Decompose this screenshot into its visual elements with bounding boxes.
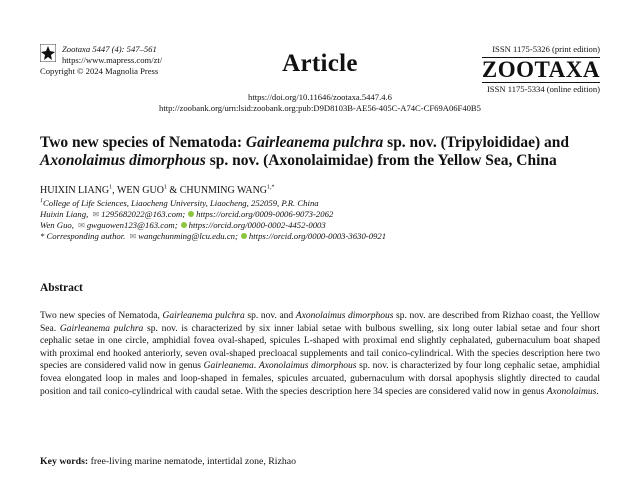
genus-name: Axonolaimus <box>546 386 597 397</box>
copyright-line: Copyright © 2024 Magnolia Press <box>40 66 159 76</box>
doi-link[interactable]: https://doi.org/10.11646/zootaxa.5447.4.6 <box>248 92 392 102</box>
article-title: Two new species of Nematoda: Gairleanema pulchra sp. nov. (Tripyloididae) and Axonolaimus dimorphous sp. nov. (Axonolaimidae) from the Yellow Sea, China <box>40 134 570 169</box>
zootaxa-logo: ZOOTAXA <box>481 57 600 82</box>
zoobank-lsid[interactable]: http://zoobank.org/urn:lsid:zoobank.org:pub:D9D8103B-AE56-405C-A74C-CF69A06F40B5 <box>159 103 481 113</box>
issn-print: ISSN 1175-5326 (print edition) <box>492 44 600 54</box>
article-label: Article <box>282 50 358 77</box>
journal-url[interactable]: https://www.mapress.com/zt/ <box>62 55 163 65</box>
affiliation-line: $^1$College of Life Sciences, Liaocheng University, Liaocheng, 252059, P.R. China <box>40 198 319 208</box>
email-link[interactable]: gwguowen123@163.com; <box>86 220 178 230</box>
email-icon: ✉ <box>129 232 137 241</box>
email-icon: ✉ <box>78 221 85 230</box>
orcid-icon <box>181 222 187 228</box>
author: CHUNMING WANG <box>179 185 268 196</box>
author: HUIXIN LIANG <box>40 185 110 196</box>
author: WEN GUO <box>116 185 164 196</box>
issn-online: ISSN 1175-5334 (online edition) <box>486 84 600 94</box>
email-link[interactable]: 1295682022@163.com; <box>101 209 186 219</box>
genus-name: Gairleanema <box>203 361 254 372</box>
header-right <box>482 44 600 95</box>
affiliations <box>40 198 386 242</box>
keywords-label: Key words: <box>40 456 89 467</box>
contact-line: * Corresponding author. ✉ wangchunming@lcu.edu.cn; https://orcid.org/0000-0003-3630-0921 <box>40 231 387 241</box>
orcid-icon <box>188 211 194 217</box>
orcid-icon <box>241 233 247 239</box>
abstract-body: Two new species of Nematoda, Gairleanema pulchra sp. nov. and Axonolaimus dimorphous sp. nov. are described from Rizhao coast, the Yelllow Sea. Gairleanema pulchra sp. nov. is characterized by six inner labial setae with bulbous swelling, six long outer labial setae and four short cephalic setae in one circle, amphidial fovea oval-shaped, spicules L-shaped with proximal end slightly cephalated, gubernaculum boat shaped with proximal end hooked anteriorly, seven oval-shaped precloacal supplements and tail conico-cylindrical. With the species description here two species are considered valid now in genus Gairleanema. Axonolaimus dimorphous sp. nov. is characterized by four long cephalic setae, amphidial fovea elongated loop in males and loop-shaped in females, spicules arcuated, gubernaculum with dorsal apophysis slightly directed to caudal position and tail conico-cylindrical with caudal setae. With the species description here 34 species are considered valid now in genus Axonolaimus. <box>40 311 601 397</box>
abstract-heading: Abstract <box>40 282 83 294</box>
author-list: HUIXIN LIANG$^1$, WEN GUO$^1$ & CHUNMING $WANG^{1,*}$ <box>40 184 275 196</box>
keywords-text: free-living marine nematode, intertidal zone, Rizhao <box>88 456 297 467</box>
orcid-link[interactable]: https://orcid.org/0009-0006-9073-2062 <box>196 209 334 219</box>
keywords <box>40 456 296 467</box>
contact-line: Huixin Liang, ✉ 1295682022@163.com; https://orcid.org/0009-0006-9073-2062 <box>40 209 334 219</box>
species-name: Axonolaimus dimorphous <box>258 361 357 372</box>
species-name: Gairleanema pulchra <box>59 323 144 334</box>
journal-citation: Zootaxa 5447 (4): 547–561 <box>62 44 157 54</box>
orcid-link[interactable]: https://orcid.org/0000-0002-4452-0003 <box>188 220 326 230</box>
species-name: Gairleanema pulchra <box>245 134 384 151</box>
species-name: Axonolaimus dimorphous <box>40 152 206 169</box>
species-name: Axonolaimus dimorphous <box>295 311 394 321</box>
doi-block <box>0 92 640 114</box>
species-name: Gairleanema pulchra <box>162 311 245 321</box>
email-icon: ✉ <box>92 210 100 219</box>
email-link[interactable]: wangchunming@lcu.edu.cn; <box>138 231 238 241</box>
contact-line: Wen Guo, ✉ gwguowen123@163.com; https://orcid.org/0000-0002-4452-0003 <box>40 220 326 230</box>
orcid-link[interactable]: https://orcid.org/0000-0003-3630-0921 <box>248 231 387 241</box>
